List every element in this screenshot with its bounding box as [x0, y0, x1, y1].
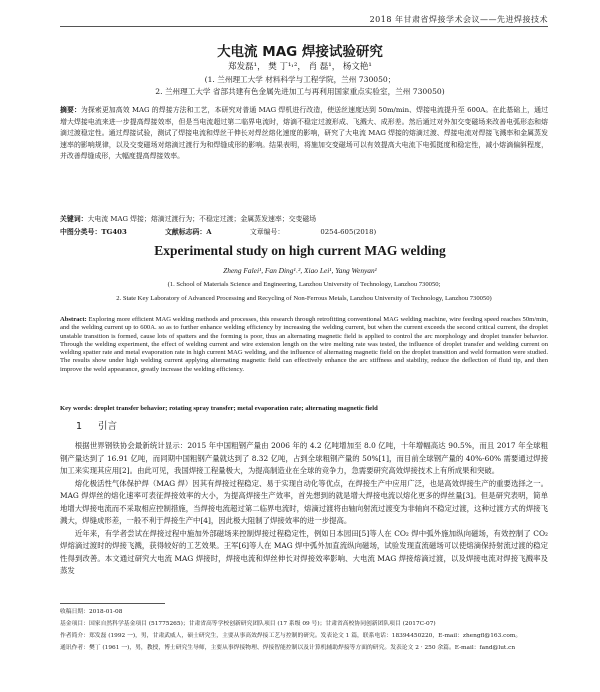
- clc-value: TG403: [101, 228, 127, 236]
- abstract-english-label: Abstract:: [60, 316, 87, 323]
- keywords-chinese: [60, 213, 548, 223]
- affiliation-chinese-2: 2. 兰州理工大学 省部共建有色金属先进加工与再利用国家重点实验室，兰州 730050): [155, 87, 445, 96]
- article-no-label: 文章编号：: [249, 228, 285, 236]
- title-english: Experimental study on high current MAG welding: [154, 243, 446, 258]
- header-rule: [60, 26, 548, 27]
- footnote-corresponding-author: 通讯作者：樊丁 (1961 一)，男，教授，博士研究生导师，主要从事焊接物理、焊接智能控制以及计算机辅助焊接等方面的研究。发表论文 2 · 250 余篇。E-mail：fand@lut.cn: [60, 645, 516, 651]
- keywords-english-label: Key words:: [60, 405, 93, 412]
- document-code: [165, 228, 212, 236]
- affiliation-english-2: 2. State Key Laboratory of Advanced Processing and Recycling of Non-Ferrous Metals, Lanzhou University of Technology, Lanzhou 730050): [116, 295, 492, 302]
- article-no-value: 0254-605(2018): [320, 228, 377, 236]
- section-number: 1: [76, 421, 83, 432]
- body-paragraph: 近年来，有学者尝试在焊接过程中施加外部磁场来控制焊接过程稳定性，例如日本园田[5]等人在 CO₂ 焊中弧外施加纵向磁场，有效控制了 CO₂ 焊熔滴过渡时的焊接飞溅，获得较好的工艺效果。王军[6]等人在 MAG 焊中弧外加直流纵向磁场，试验发现直流磁场可以使熔滴保持射流过渡的稳定性得到改善。本文通过研究大电流 MAG 焊接时，焊接电流和焊丝伸长对焊接效率影响、大电流 MAG 焊接熔滴过渡，以及焊接电流对焊接飞溅率及蒸发: [60, 528, 548, 575]
- footnote-rule: [60, 603, 165, 604]
- abstract-english-text: Exploring more efficient MAG welding methods and processes, this research through retrofitting conventional MAG welding machine, wire feeding speed reaches 50m/min, and the welding current up to 600A. so as to further enhance welding efficiency by increasing the welding current, but when the current exceeds the second critical current, the droplet unstable transition is formed, cause lots of spatters and the forming is poor, thus an alternating magnetic field is applied to control the arc morphology and droplet transfer behavior. Through the welding experiment, the effect of welding current and wire extension length on the wire melting rate was tested, the influence of droplet transfer and welding current on welding spatter rate and metal evaporation rate in high current MAG welding, and the influence of alternating magnetic field on the droplet transition and weld formation were studied. The results show under high welding current applying alternating magnetic field can effectively enhance the arc stiffness and stability, reduce the deflection of fluid tip, and then improve the weld appearance, greatly increase the welding efficiency.: [60, 316, 548, 373]
- keywords-chinese-label: 关键词：: [60, 215, 88, 223]
- article-number: [250, 228, 412, 236]
- footnote-received-date: 收稿日期：2018-01-08: [60, 609, 123, 615]
- footnote-funding: 基金项目：国家自然科学基金项目 (51775265)；甘肃省高等学校创新研究团队项目 (17 系级 09 号)；甘肃省高校协同创新团队项目 (2017C-07): [60, 621, 436, 627]
- abstract-chinese-label: 摘要：: [60, 106, 81, 114]
- body-paragraph: 熔化极活性气体保护焊（MAG 焊）因其有焊接过程稳定、易于实现自动化等优点，在焊接生产中应用广泛，也是高效焊接生产的重要选择之一。MAG 焊焊丝的熔化速率可表征焊接效率的大小，为提高焊接生产效率，首先想到的就是增大焊接电流以熔化更多的焊丝量[3]。但是研究表明，简单地增大焊接电流而不采取相应控制措施，当焊接电流超过第二临界电流时，熔滴过渡将由轴向射流过渡变为非轴向不稳定过渡，这种过渡方式的焊接飞溅大，焊缝成形差，一般不利于焊接生产中[4]，因此极大阻制了焊接效率的进一步提高。: [60, 478, 548, 525]
- abstract-chinese: [60, 105, 548, 163]
- body-paragraph: 根据世界钢铁协会最新统计显示：2015 年中国粗钢产量由 2006 年的 4.2 亿吨增加至 8.0 亿吨，十年增幅高达 90.5%，而且 2017 年全球粗钢产量达到了 16.91 亿吨，而同期中国粗钢产量就达到了 8.32 亿吨，占到全球粗钢产量的 50%[1]，而目前全球钢产量的 40%-60% 需要通过焊接加工来实现其应用[2]。由此可见，我国焊接工程量极大，为提高制造业在全球的竞争力，急需要研究高效焊接技术上有所成果和突破。: [60, 441, 548, 475]
- clc-label: 中图分类号：: [60, 228, 102, 236]
- running-header: 2018 年甘肃省焊接学术会议——先进焊接技术: [369, 15, 548, 24]
- section-title: 引言: [98, 421, 118, 432]
- keywords-english-text: droplet transfer behavior; rotating spray transfer; metal evaporation rate; alternating magnetic field: [94, 405, 378, 412]
- affiliation-chinese-1: (1. 兰州理工大学 材料科学与工程学院，兰州 730050；: [204, 75, 396, 84]
- keywords-english: [60, 405, 548, 412]
- clc-number: [60, 228, 127, 236]
- introduction-body: [60, 440, 548, 578]
- doc-code-label: 文献标志码：: [164, 228, 207, 236]
- doc-code-value: A: [206, 228, 212, 236]
- footnote-author-bio: 作者简介：郑发磊 (1992 一)，男，甘肃武威人，硕士研究生，主要从事高效焊接工艺与控制的研究。发表论文 1 篇，联系电话：18394450220，E-mail：zhengfl@163.com。: [60, 633, 522, 639]
- abstract-chinese-text: 为探索更加高效 MAG 的焊接方法和工艺，本研究对普通 MAG 焊机进行改造，使送丝速度达到 50m/min、焊接电流提升至 600A。在此基础上，通过增大焊接电流来进一步提高焊接效率，但是当电流超过第二临界电流时，熔滴不稳定过渡形成、飞溅大、成形差。然后通过对外加交变磁场来改善电弧形态和熔滴过渡稳定性。通过焊接试验，测试了焊接电流和焊丝干伸长对焊丝熔化速度的影响，研究了大电流 MAG 焊接的熔滴过渡、焊接电流对焊接飞溅率和金属蒸发速率的影响规律，以及交变磁场对熔滴过渡行为和焊缝成形的影响。结果表明，将施加交变磁场可以有效提高大电流下电弧挺度和稳定性，减小熔滴偏斜程度，并改善焊缝成形，大幅度提高焊接效率。: [60, 106, 549, 161]
- authors-chinese: 郑发磊¹， 樊 丁¹˒²， 肖 磊¹， 杨文艳¹: [228, 62, 372, 72]
- title-chinese: 大电流 MAG 焊接试验研究: [217, 44, 383, 60]
- abstract-english: [60, 316, 548, 374]
- affiliation-english-1: (1. School of Materials Science and Engineering, Lanzhou University of Technology, Lanzhou 730050;: [167, 281, 441, 288]
- section-heading-introduction: [76, 418, 133, 432]
- classification-row: [60, 226, 548, 236]
- keywords-chinese-text: 大电流 MAG 焊接；熔滴过渡行为；不稳定过渡；金属蒸发速率；交变磁场: [87, 215, 317, 223]
- authors-english: Zheng Falei¹, Fan Ding¹˒², Xiao Lei¹, Yang Wenyan¹: [223, 266, 377, 275]
